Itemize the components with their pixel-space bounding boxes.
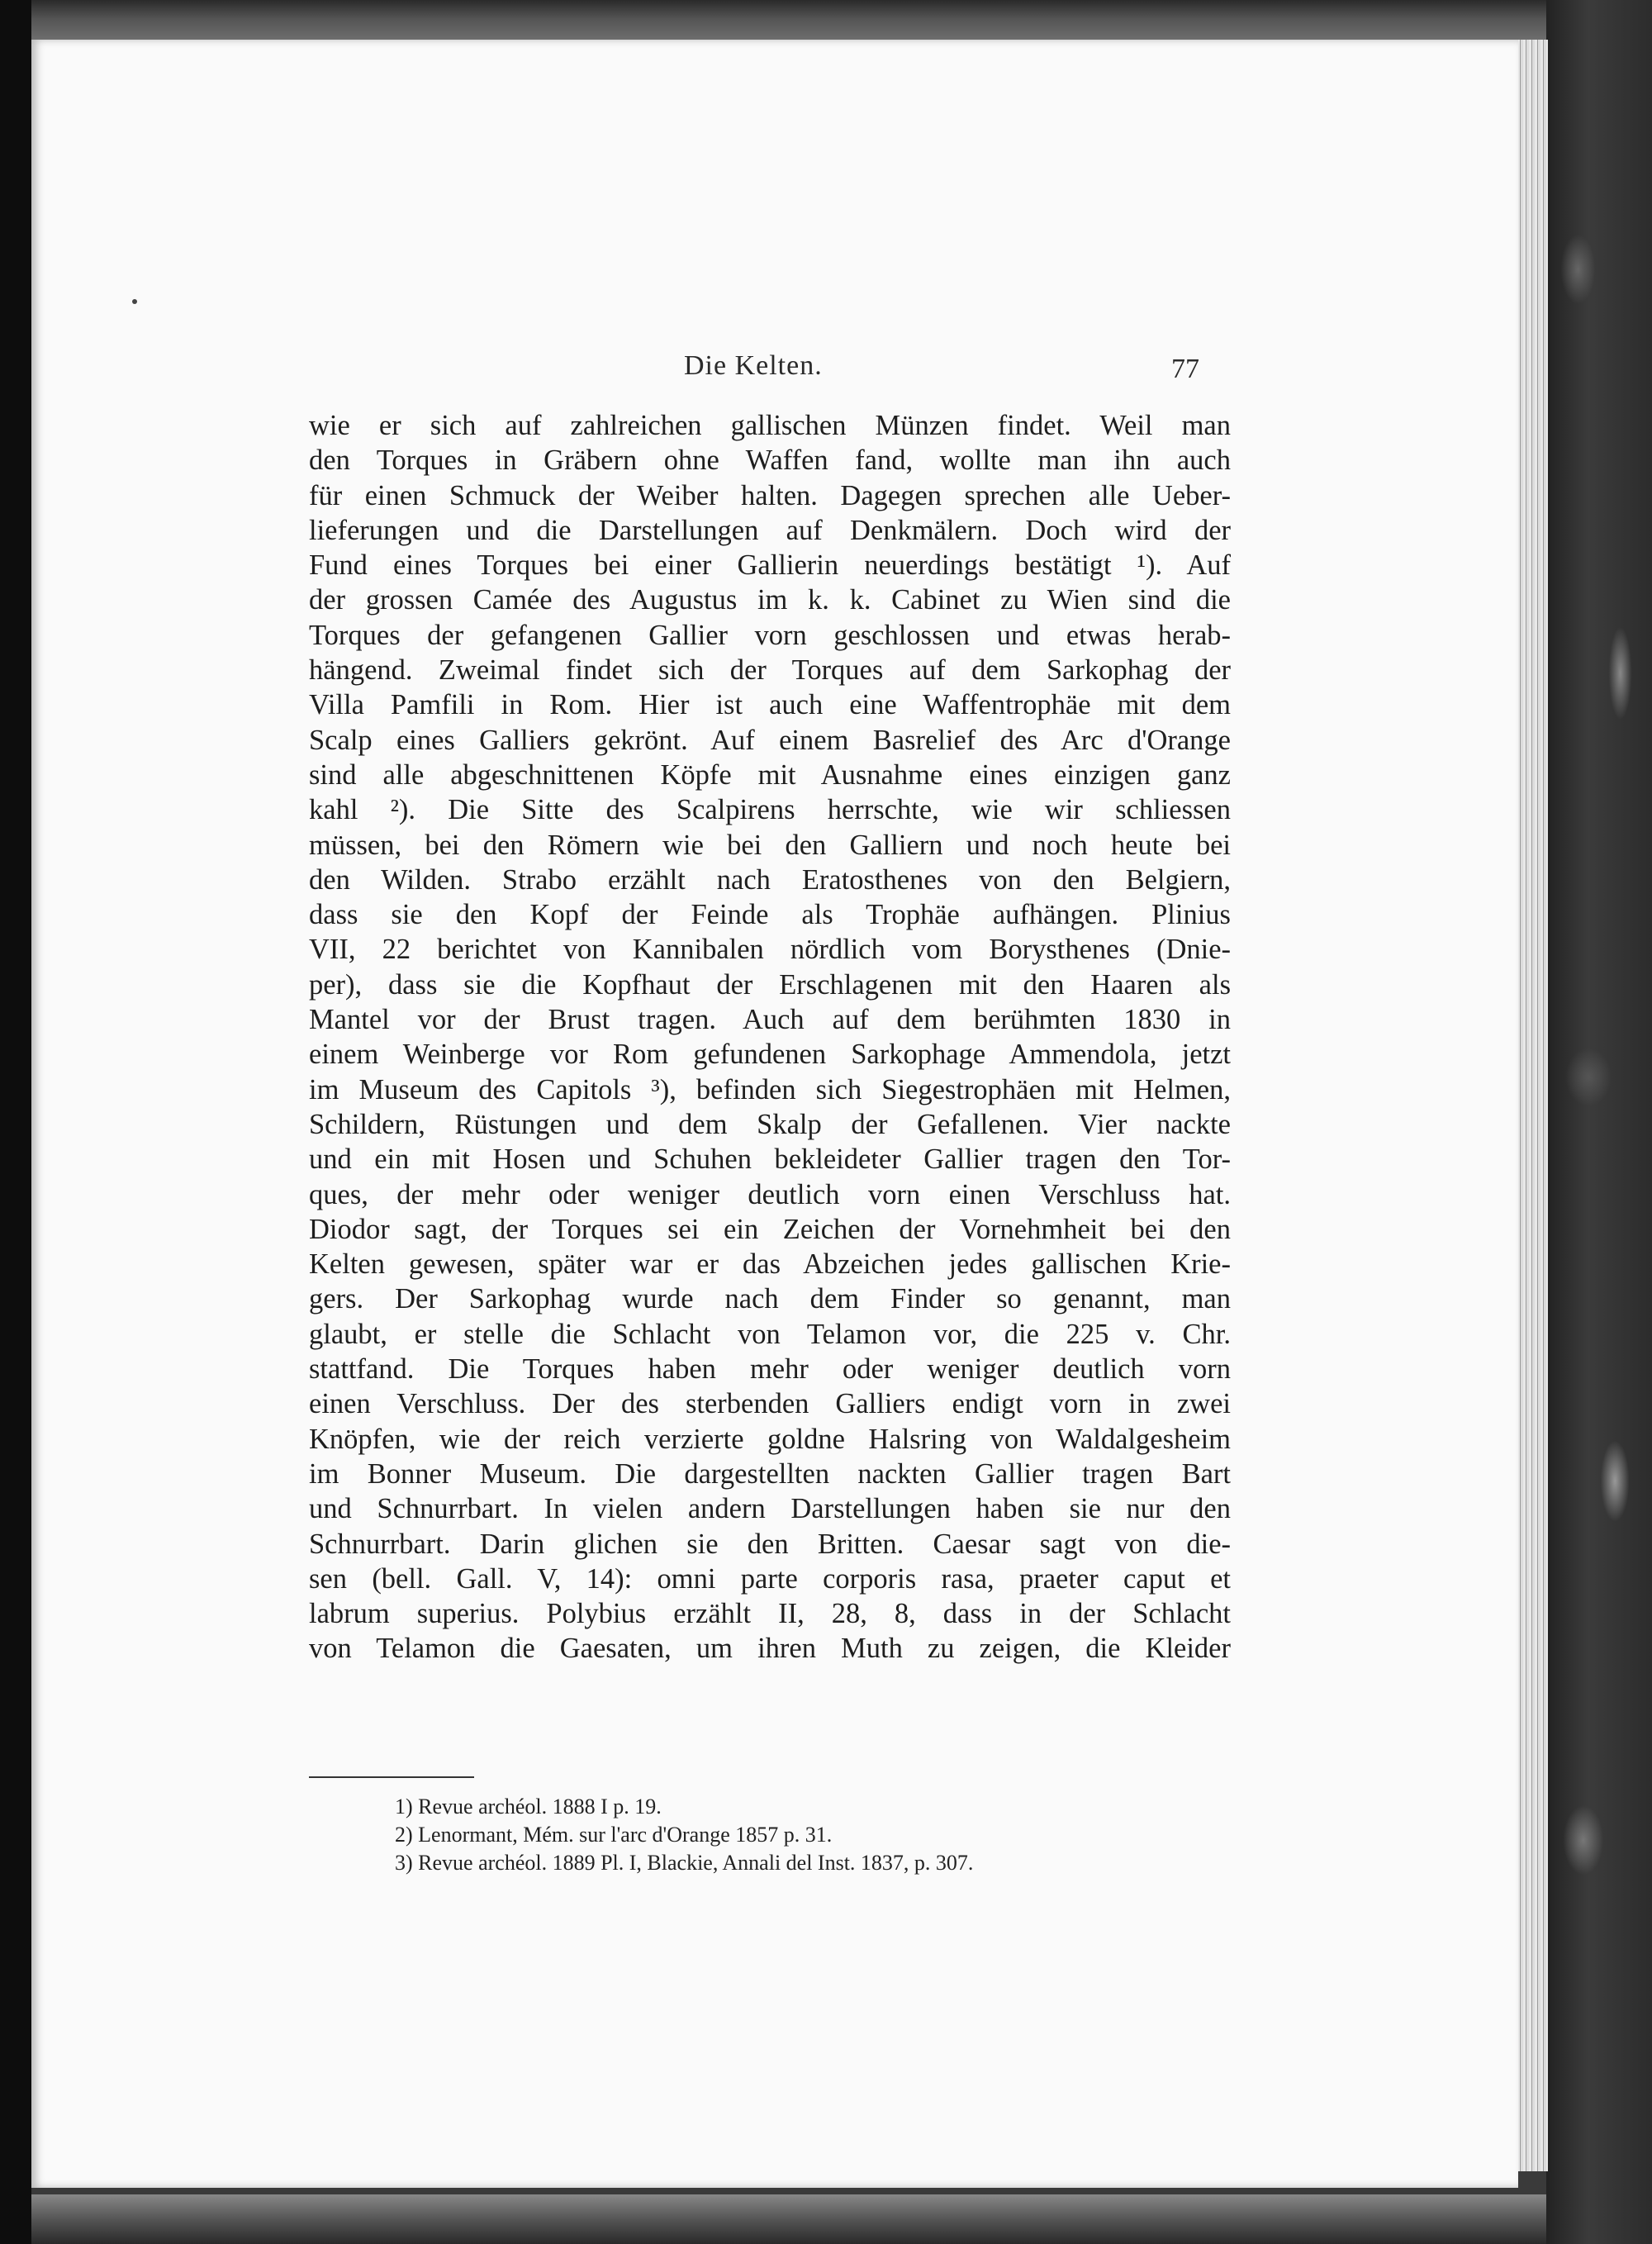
scanner-background-bottom: [0, 2194, 1652, 2244]
running-title: Die Kelten.: [684, 350, 823, 381]
footnote: 3) Revue archéol. 1889 Pl. I, Blackie, Annali del Inst. 1837, p. 307.: [395, 1851, 974, 1875]
text-line: den Wilden. Strabo erzählt nach Eratosthenes von den Belgiern,: [309, 863, 1231, 896]
text-line: Schildern, Rüstungen und dem Skalp der Gefallenen. Vier nackte: [309, 1108, 1231, 1140]
text-line: Diodor sagt, der Torques sei ein Zeichen der Vornehmheit bei den: [309, 1213, 1231, 1245]
text-line: für einen Schmuck der Weiber halten. Dagegen sprechen alle Ueber-: [309, 479, 1231, 511]
text-line: von Telamon die Gaesaten, um ihren Muth zu zeigen, die Kleider: [309, 1633, 1231, 1665]
text-line: sen (bell. Gall. V, 14): omni parte corporis rasa, praeter caput et: [309, 1562, 1231, 1595]
text-line: und ein mit Hosen und Schuhen bekleideter Gallier tragen den Tor-: [309, 1143, 1231, 1176]
text-line: wie er sich auf zahlreichen gallischen Münzen findet. Weil man: [309, 410, 1231, 441]
text-line: müssen, bei den Römern wie bei den Galliern und noch heute bei: [309, 829, 1231, 861]
text-line: Knöpfen, wie der reich verzierte goldne Halsring von Waldalgesheim: [309, 1423, 1231, 1455]
footnote-rule: [309, 1776, 474, 1778]
text-line: der grossen Camée des Augustus im k. k. Cabinet zu Wien sind die: [309, 584, 1231, 616]
text-line: dass sie den Kopf der Feinde als Trophäe aufhängen. Plinius: [309, 899, 1231, 931]
text-line: hängend. Zweimal findet sich der Torques auf dem Sarkophag der: [309, 654, 1231, 687]
footnote: 1) Revue archéol. 1888 I p. 19.: [395, 1795, 662, 1818]
text-line: labrum superius. Polybius erzählt II, 28, 8, dass in der Schlacht: [309, 1598, 1231, 1630]
ink-speck: [132, 299, 137, 304]
text-line: Schnurrbart. Darin glichen sie den Britten. Caesar sagt von die-: [309, 1528, 1231, 1560]
text-line: Scalp eines Galliers gekrönt. Auf einem Basrelief des Arc d'Orange: [309, 724, 1231, 756]
text-line: gers. Der Sarkophag wurde nach dem Finder so genannt, man: [309, 1283, 1231, 1315]
marbled-book-cover: [1546, 0, 1652, 2244]
text-line: lieferungen und die Darstellungen auf Denkmälern. Doch wird der: [309, 514, 1231, 546]
running-head: [31, 350, 1518, 392]
page-number: 77: [1171, 354, 1199, 384]
text-line: sind alle abgeschnittenen Köpfe mit Ausnahme eines einzigen ganz: [309, 758, 1231, 791]
text-line: den Torques in Gräbern ohne Waffen fand, wollte man ihn auch: [309, 445, 1231, 477]
text-line: und Schnurrbart. In vielen andern Darstellungen haben sie nur den: [309, 1493, 1231, 1525]
text-line: Mantel vor der Brust tragen. Auch auf dem berühmten 1830 in: [309, 1004, 1231, 1036]
book-gutter-edge: [0, 0, 31, 2244]
text-line: Fund eines Torques bei einer Gallierin neuerdings bestätigt ¹). Auf: [309, 549, 1231, 582]
text-line: einem Weinberge vor Rom gefundenen Sarkophage Ammendola, jetzt: [309, 1039, 1231, 1071]
text-line: Torques der gefangenen Gallier vorn geschlossen und etwas herab-: [309, 619, 1231, 651]
text-line: per), dass sie die Kopfhaut der Erschlagenen mit den Haaren als: [309, 968, 1231, 1001]
text-line: stattfand. Die Torques haben mehr oder weniger deutlich vorn: [309, 1353, 1231, 1386]
text-line: ques, der mehr oder weniger deutlich vorn einen Verschluss hat.: [309, 1178, 1231, 1210]
text-line: im Bonner Museum. Die dargestellten nackten Gallier tragen Bart: [309, 1457, 1231, 1490]
book-page: [31, 40, 1518, 2188]
footnotes: [395, 1793, 1237, 1877]
text-line: einen Verschluss. Der des sterbenden Galliers endigt vorn in zwei: [309, 1388, 1231, 1420]
text-line: Kelten gewesen, später war er das Abzeichen jedes gallischen Krie-: [309, 1248, 1231, 1281]
text-line: VII, 22 berichtet von Kannibalen nördlich vom Borysthenes (Dnie-: [309, 934, 1231, 966]
text-line: Villa Pamfili in Rom. Hier ist auch eine Waffentrophäe mit dem: [309, 689, 1231, 721]
text-line: glaubt, er stelle die Schlacht von Telamon vor, die 225 v. Chr.: [309, 1318, 1231, 1350]
text-line: kahl ²). Die Sitte des Scalpirens herrschte, wie wir schliessen: [309, 794, 1231, 826]
text-line: im Museum des Capitols ³), befinden sich Siegestrophäen mit Helmen,: [309, 1073, 1231, 1105]
footnote: 2) Lenormant, Mém. sur l'arc d'Orange 1857 p. 31.: [395, 1823, 833, 1847]
body-text: [309, 408, 1231, 1666]
